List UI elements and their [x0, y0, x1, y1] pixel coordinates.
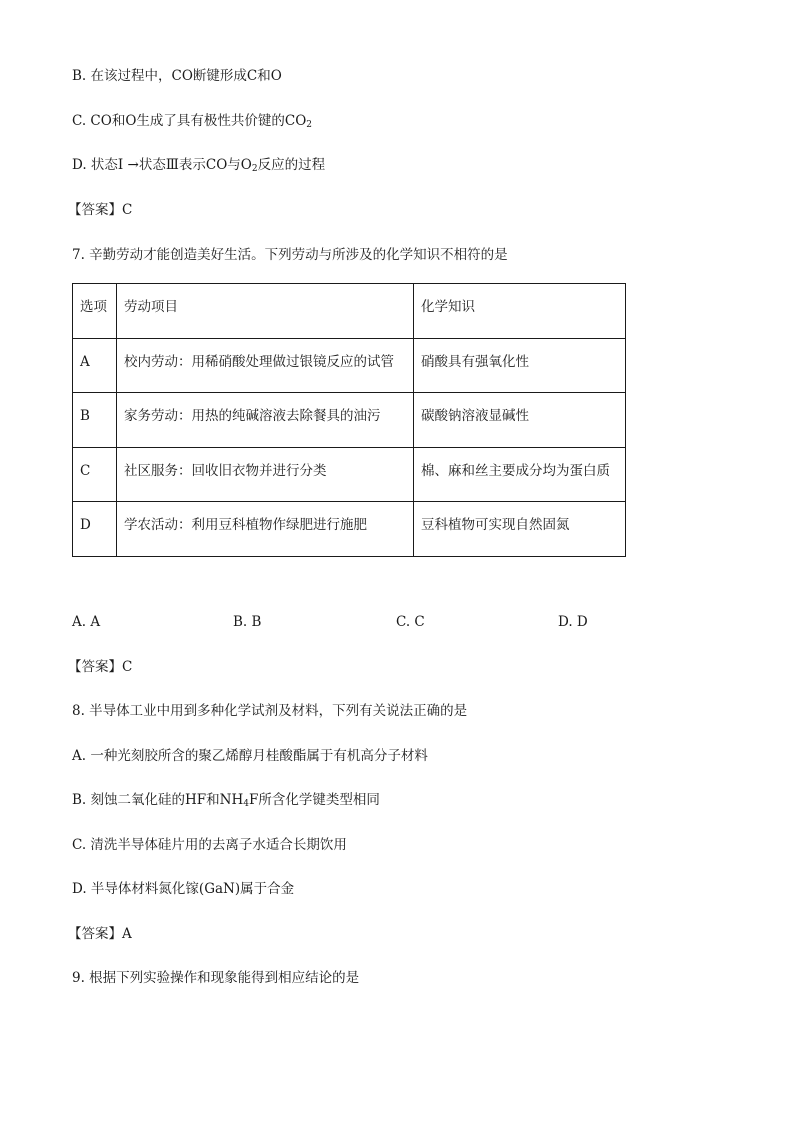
q7-option-b: B. B	[233, 614, 262, 630]
table-cell: 豆科植物可实现自然固氮	[414, 502, 626, 557]
table-cell: 校内劳动：用稀硝酸处理做过银镜反应的试管	[117, 338, 414, 393]
table-row	[73, 447, 626, 502]
q8-option-b-subscript: 4	[243, 799, 249, 809]
q8-option-c: C. 清洗半导体硅片用的去离子水适合长期饮用	[72, 837, 347, 853]
table-cell: 碳酸钠溶液显碱性	[414, 393, 626, 448]
q7-option-a: A. A	[72, 614, 101, 630]
table-header-cell: 劳动项目	[117, 284, 414, 339]
q7-answer: 【答案】C	[68, 659, 133, 675]
q8-option-b-text-end: F所含化学键类型相同	[248, 792, 380, 808]
table-cell: 学农活动：利用豆科植物作绿肥进行施肥	[117, 502, 414, 557]
table-cell: B	[73, 393, 117, 448]
table-cell: 棉、麻和丝主要成分均为蛋白质	[414, 447, 626, 502]
q8-stem: 8. 半导体工业中用到多种化学试剂及材料，下列有关说法正确的是	[72, 703, 468, 719]
q7-table	[72, 283, 626, 557]
table-row	[73, 502, 626, 557]
q6-option-d-text: D. 状态Ⅰ →状态Ⅲ表示CO与O	[72, 157, 252, 173]
q6-option-d-subscript: 2	[251, 164, 258, 174]
q8-option-d: D. 半导体材料氮化镓(GaN)属于合金	[72, 881, 295, 897]
q6-option-d	[72, 155, 325, 175]
table-header-row	[73, 284, 626, 339]
q6-option-c-text: C. CO和O生成了具有极性共价键的CO	[72, 113, 307, 129]
q6-option-c-subscript: 2	[306, 120, 313, 130]
q9-stem: 9. 根据下列实验操作和现象能得到相应结论的是	[72, 970, 360, 986]
q8-option-a: A. 一种光刻胶所含的聚乙烯醇月桂酸酯属于有机高分子材料	[72, 748, 428, 764]
q8-option-b-text: B. 刻蚀二氧化硅的HF和NH	[72, 792, 244, 808]
q6-answer: 【答案】C	[68, 202, 133, 218]
table-cell: A	[73, 338, 117, 393]
table-cell: 硝酸具有强氧化性	[414, 338, 626, 393]
table-row	[73, 338, 626, 393]
q7-option-c: C. C	[396, 614, 425, 630]
q7-stem: 7. 辛勤劳动才能创造美好生活。下列劳动与所涉及的化学知识不相符的是	[72, 247, 508, 263]
table-cell: D	[73, 502, 117, 557]
q6-option-b: B. 在该过程中，CO断键形成C和O	[72, 68, 282, 84]
table-cell: 社区服务：回收旧衣物并进行分类	[117, 447, 414, 502]
q8-answer: 【答案】A	[68, 926, 132, 942]
table-cell: 家务劳动：用热的纯碱溶液去除餐具的油污	[117, 393, 414, 448]
table-header-cell: 化学知识	[414, 284, 626, 339]
table-row	[73, 393, 626, 448]
q8-option-b	[72, 790, 380, 810]
table-header-cell: 选项	[73, 284, 117, 339]
q6-option-c	[72, 111, 312, 131]
q6-option-d-text-end: 反应的过程	[257, 157, 326, 173]
q7-option-d: D. D	[558, 614, 588, 630]
table-cell: C	[73, 447, 117, 502]
